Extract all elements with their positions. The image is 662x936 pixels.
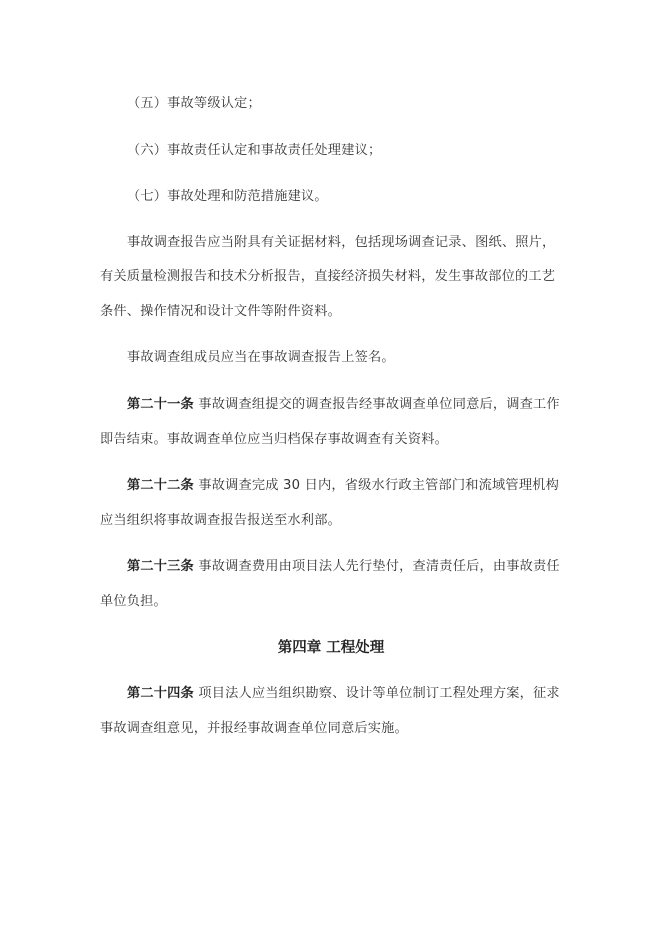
chapter-heading: 第四章 工程处理	[277, 640, 385, 656]
item-five: （五）事故等级认定；	[127, 96, 261, 111]
article-24-title: 第二十四条	[127, 686, 194, 701]
article-22-line-1	[127, 477, 559, 495]
article-21-title: 第二十一条	[127, 397, 194, 412]
article-23-line-1	[127, 558, 560, 576]
report-materials-line-3: 条件、操作情况和设计文件等附件资料。	[100, 304, 341, 319]
article-22-line-2: 应当组织将事故调查报告报送至水利部。	[100, 513, 341, 528]
item-six: （六）事故责任认定和事故责任处理建议；	[127, 143, 382, 158]
article-21-line-2: 即告结束。事故调查单位应当归档保存事故调查有关资料。	[100, 432, 449, 447]
article-22-text: 事故调查完成 30 日内，省级水行政主管部门和流域管理机构	[193, 478, 559, 493]
article-21-text: 事故调查组提交的调查报告经事故调查单位同意后，调查工作	[193, 397, 560, 412]
report-materials-line-2: 有关质量检测报告和技术分析报告，直接经济损失材料，发生事故部位的工艺	[100, 269, 556, 284]
article-24-line-2: 事故调查组意见，并报经事故调查单位同意后实施。	[100, 721, 408, 736]
report-materials-line-1: 事故调查报告应当附具有关证据材料，包括现场调查记录、图纸、照片，	[127, 235, 556, 250]
article-22-title: 第二十二条	[127, 478, 194, 493]
article-21-line-1	[127, 396, 560, 414]
article-24-text: 项目法人应当组织勘察、设计等单位制订工程处理方案，征求	[193, 686, 560, 701]
item-seven: （七）事故处理和防范措施建议。	[127, 189, 328, 204]
article-24-line-1	[127, 685, 560, 703]
article-23-line-2: 单位负担。	[100, 594, 167, 609]
signature-paragraph: 事故调查组成员应当在事故调查报告上签名。	[127, 350, 395, 365]
article-23-title: 第二十三条	[127, 559, 194, 574]
article-23-text: 事故调查费用由项目法人先行垫付，查清责任后，由事故责任	[193, 559, 560, 574]
